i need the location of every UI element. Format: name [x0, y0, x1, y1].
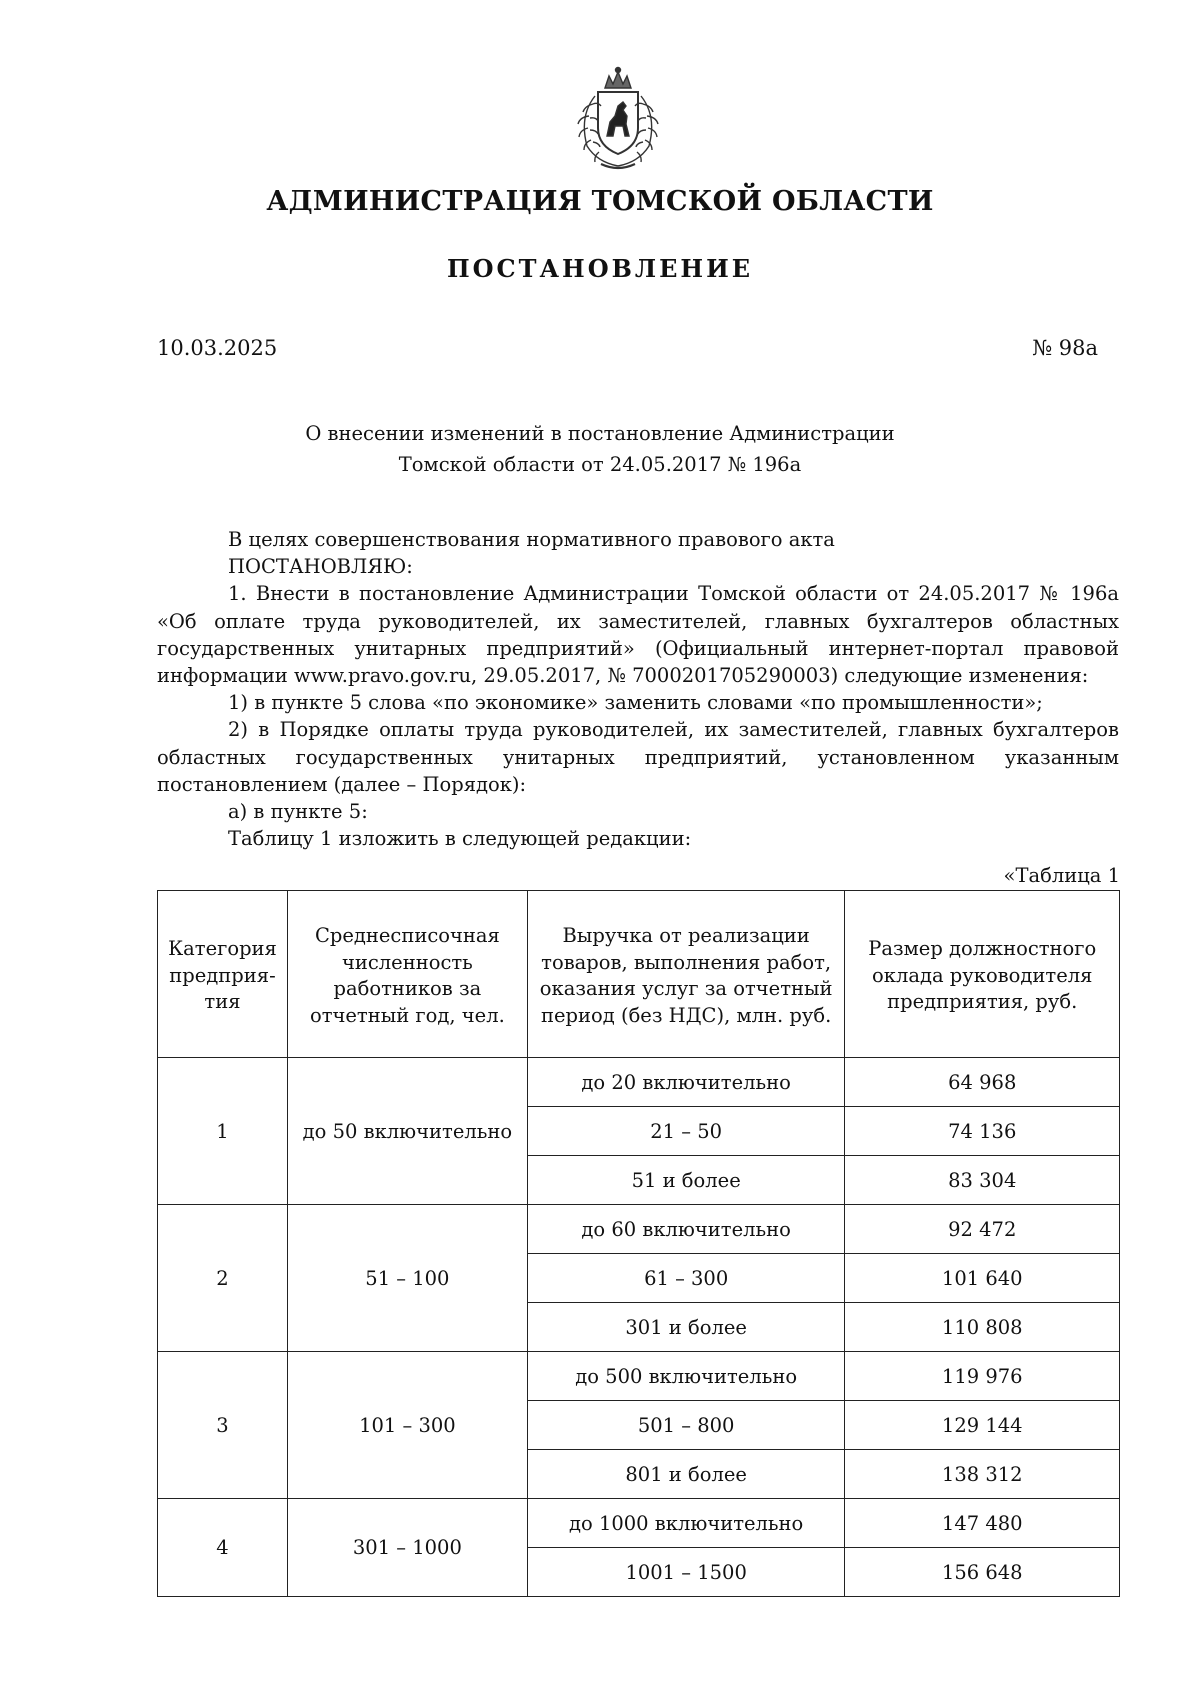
revenue-cell: до 1000 включительно [527, 1499, 845, 1548]
salary-cell: 92 472 [845, 1205, 1120, 1254]
category-cell: 2 [158, 1205, 288, 1352]
revenue-cell: 501 – 800 [527, 1401, 845, 1450]
revenue-cell: до 20 включительно [527, 1058, 845, 1107]
organization-title: АДМИНИСТРАЦИЯ ТОМСКОЙ ОБЛАСТИ [266, 186, 934, 217]
salary-cell: 74 136 [845, 1107, 1120, 1156]
table-row [158, 1499, 1120, 1548]
document-date: 10.03.2025 [157, 336, 278, 360]
subject-line-1: О внесении изменений в постановление Администрации [305, 422, 895, 445]
body-paragraph-item-1: 1. Внести в постановление Администрации Томской области от 24.05.2017 № 196а «Об оплате труда руководителей, их заместителей, главных бухгалтеров областных государственных унитарных предприятий» (Официальный интернет-портал правовой информации www.pravo.gov.ru, 29.05.2017, № 7000201705290003) следующие изменения: [157, 582, 1119, 688]
salary-cell: 101 640 [845, 1254, 1120, 1303]
document-body [157, 526, 1119, 852]
table-header-row [158, 891, 1120, 1058]
salary-cell: 147 480 [845, 1499, 1120, 1548]
header-revenue: Выручка от реализации товаров, выполнения работ, оказания услуг за отчетный период (без НДС), млн. руб. [527, 891, 845, 1058]
salary-cell: 156 648 [845, 1548, 1120, 1597]
category-cell: 1 [158, 1058, 288, 1205]
document-subject [0, 418, 1200, 480]
salary-cell: 119 976 [845, 1352, 1120, 1401]
table-caption: «Таблица 1 [1003, 864, 1120, 887]
revenue-cell: 801 и более [527, 1450, 845, 1499]
category-cell: 3 [158, 1352, 288, 1499]
document-number: № 98а [1032, 336, 1098, 360]
salary-cell: 110 808 [845, 1303, 1120, 1352]
header-category: Категория предприя-тия [158, 891, 288, 1058]
headcount-cell: 301 – 1000 [287, 1499, 527, 1597]
header-headcount: Среднесписочная численность работников за отчетный год, чел. [287, 891, 527, 1058]
body-paragraph-subitem-2: 2) в Порядке оплаты труда руководителей, их заместителей, главных бухгалтеров областных государственных унитарных предприятий, установленном указанным постановлением (далее – Порядок): [157, 718, 1119, 796]
salary-cell: 64 968 [845, 1058, 1120, 1107]
revenue-cell: 1001 – 1500 [527, 1548, 845, 1597]
table-row [158, 1352, 1120, 1401]
table-row [158, 1205, 1120, 1254]
body-paragraph-table-intro: Таблицу 1 изложить в следующей редакции: [228, 827, 692, 851]
coat-of-arms-emblem [563, 66, 673, 176]
body-paragraph-purpose: В целях совершенствования нормативного правового акта [228, 528, 835, 551]
headcount-cell: 101 – 300 [287, 1352, 527, 1499]
body-paragraph-subitem-1: 1) в пункте 5 слова «по экономике» заменить словами «по промышленности»; [228, 691, 1043, 715]
salary-cell: 129 144 [845, 1401, 1120, 1450]
revenue-cell: 301 и более [527, 1303, 845, 1352]
document-type-title: ПОСТАНОВЛЕНИЕ [446, 254, 754, 283]
revenue-cell: 51 и более [527, 1156, 845, 1205]
revenue-cell: до 500 включительно [527, 1352, 845, 1401]
header-salary: Размер должностного оклада руководителя предприятия, руб. [845, 891, 1120, 1058]
category-cell: 4 [158, 1499, 288, 1597]
body-paragraph-subitem-a: а) в пункте 5: [228, 800, 368, 824]
salary-table [157, 890, 1120, 1597]
revenue-cell: до 60 включительно [527, 1205, 845, 1254]
table-row [158, 1058, 1120, 1107]
revenue-cell: 21 – 50 [527, 1107, 845, 1156]
salary-cell: 138 312 [845, 1450, 1120, 1499]
body-paragraph-resolve: ПОСТАНОВЛЯЮ: [228, 555, 413, 579]
salary-cell: 83 304 [845, 1156, 1120, 1205]
headcount-cell: до 50 включительно [287, 1058, 527, 1205]
revenue-cell: 61 – 300 [527, 1254, 845, 1303]
headcount-cell: 51 – 100 [287, 1205, 527, 1352]
subject-line-2: Томской области от 24.05.2017 № 196а [398, 453, 802, 476]
